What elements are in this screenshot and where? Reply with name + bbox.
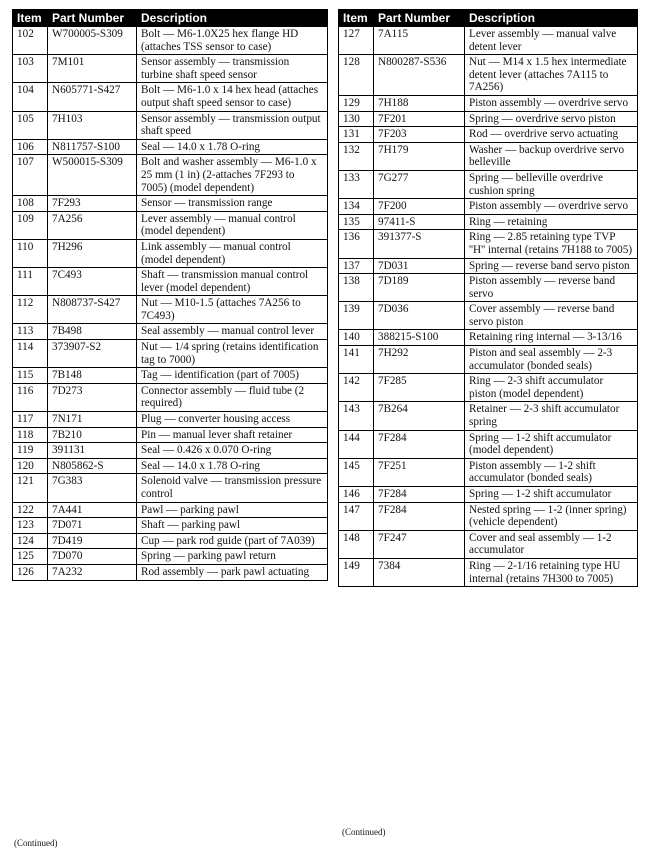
table-row (13, 83, 328, 111)
cell-part-number: 97411-S (374, 214, 465, 230)
cell-description: Nut — M10-1.5 (attaches 7A256 to 7C493) (137, 296, 328, 324)
cell-description: Spring — 1-2 shift accumulator (model dependent) (465, 430, 638, 458)
cell-item: 113 (13, 324, 48, 340)
cell-part-number: 388215-S100 (374, 330, 465, 346)
cell-part-number: 7F284 (374, 430, 465, 458)
cell-description: Nut — 1/4 spring (retains identification tag to 7000) (137, 340, 328, 368)
cell-description: Seal — 14.0 x 1.78 O-ring (137, 458, 328, 474)
cell-description: Bolt — M6-1.0 x 14 hex head (attaches output shaft speed sensor to case) (137, 83, 328, 111)
cell-description: Ring — 2.85 retaining type TVP ''H'' internal (retains 7H188 to 7005) (465, 230, 638, 258)
cell-item: 137 (339, 258, 374, 274)
cell-item: 146 (339, 487, 374, 503)
cell-description: Nested spring — 1-2 (inner spring) (vehicle dependent) (465, 502, 638, 530)
cell-item: 142 (339, 374, 374, 402)
cell-part-number: 7G383 (48, 474, 137, 502)
cell-part-number: 7B264 (374, 402, 465, 430)
cell-item: 119 (13, 443, 48, 459)
cell-part-number: 7N171 (48, 412, 137, 428)
header-description: Description (137, 10, 328, 27)
cell-part-number: 7A256 (48, 211, 137, 239)
table-row (339, 430, 638, 458)
table-row (13, 427, 328, 443)
cell-description: Spring — 1-2 shift accumulator (465, 487, 638, 503)
cell-item: 144 (339, 430, 374, 458)
cell-item: 121 (13, 474, 48, 502)
cell-part-number: 7F251 (374, 458, 465, 486)
cell-item: 125 (13, 549, 48, 565)
cell-description: Seal assembly — manual control lever (137, 324, 328, 340)
cell-item: 111 (13, 268, 48, 296)
cell-description: Ring — retaining (465, 214, 638, 230)
cell-description: Sensor assembly — transmission output shaft speed (137, 111, 328, 139)
table-row (13, 55, 328, 83)
table-row (339, 502, 638, 530)
cell-item: 127 (339, 27, 374, 55)
table-row (339, 111, 638, 127)
cell-item: 149 (339, 558, 374, 586)
table-row (339, 230, 638, 258)
table-row (13, 518, 328, 534)
table-row (339, 374, 638, 402)
cell-item: 139 (339, 302, 374, 330)
cell-description: Rod — overdrive servo actuating (465, 127, 638, 143)
continued-note-right: (Continued) (342, 827, 386, 837)
cell-description: Spring — overdrive servo piston (465, 111, 638, 127)
table-row (339, 258, 638, 274)
cell-item: 131 (339, 127, 374, 143)
cell-item: 108 (13, 196, 48, 212)
cell-description: Sensor — transmission range (137, 196, 328, 212)
cell-description: Lever assembly — manual control (model dependent) (137, 211, 328, 239)
cell-item: 135 (339, 214, 374, 230)
cell-part-number: 7H188 (374, 95, 465, 111)
cell-description: Link assembly — manual control (model dependent) (137, 239, 328, 267)
continued-note-left: (Continued) (14, 838, 58, 848)
cell-item: 128 (339, 55, 374, 96)
cell-description: Seal — 0.426 x 0.070 O-ring (137, 443, 328, 459)
cell-part-number: 7F201 (374, 111, 465, 127)
cell-item: 109 (13, 211, 48, 239)
cell-description: Pawl — parking pawl (137, 502, 328, 518)
table-row (13, 324, 328, 340)
header-item: Item (339, 10, 374, 27)
cell-description: Spring — parking pawl return (137, 549, 328, 565)
cell-description: Rod assembly — park pawl actuating (137, 564, 328, 580)
cell-description: Sensor assembly — transmission turbine shaft speed sensor (137, 55, 328, 83)
parts-table-right-body (339, 27, 638, 587)
table-row (13, 458, 328, 474)
cell-part-number: 7C493 (48, 268, 137, 296)
cell-part-number: N811757-S100 (48, 139, 137, 155)
cell-part-number: 7F200 (374, 199, 465, 215)
cell-item: 117 (13, 412, 48, 428)
table-row (339, 199, 638, 215)
table-row (13, 474, 328, 502)
cell-part-number: 7F284 (374, 487, 465, 503)
cell-description: Ring — 2-1/16 retaining type HU internal (retains 7H300 to 7005) (465, 558, 638, 586)
cell-item: 115 (13, 368, 48, 384)
cell-description: Piston assembly — 1-2 shift accumulator (bonded seals) (465, 458, 638, 486)
cell-item: 122 (13, 502, 48, 518)
table-row (339, 95, 638, 111)
header-part-number: Part Number (374, 10, 465, 27)
cell-item: 104 (13, 83, 48, 111)
table-row (13, 340, 328, 368)
table-row (13, 27, 328, 55)
cell-description: Ring — 2-3 shift accumulator piston (model dependent) (465, 374, 638, 402)
cell-item: 138 (339, 274, 374, 302)
cell-part-number: 7H296 (48, 239, 137, 267)
cell-description: Spring — reverse band servo piston (465, 258, 638, 274)
cell-description: Piston and seal assembly — 2-3 accumulator (bonded seals) (465, 346, 638, 374)
cell-part-number: 7D031 (374, 258, 465, 274)
parts-table-left-body (13, 27, 328, 581)
cell-part-number: 7D189 (374, 274, 465, 302)
cell-part-number: N805862-S (48, 458, 137, 474)
cell-item: 106 (13, 139, 48, 155)
cell-item: 107 (13, 155, 48, 196)
cell-description: Solenoid valve — transmission pressure control (137, 474, 328, 502)
cell-description: Nut — M14 x 1.5 hex intermediate detent lever (attaches 7A115 to 7A256) (465, 55, 638, 96)
table-row (13, 111, 328, 139)
cell-part-number: 7D273 (48, 383, 137, 411)
cell-part-number: 373907-S2 (48, 340, 137, 368)
table-row (13, 443, 328, 459)
table-row (13, 533, 328, 549)
table-row (13, 383, 328, 411)
cell-part-number: 7A441 (48, 502, 137, 518)
table-row (339, 127, 638, 143)
cell-item: 148 (339, 530, 374, 558)
cell-item: 145 (339, 458, 374, 486)
cell-item: 126 (13, 564, 48, 580)
cell-part-number: W700005-S309 (48, 27, 137, 55)
cell-description: Plug — converter housing access (137, 412, 328, 428)
cell-item: 118 (13, 427, 48, 443)
table-row (339, 170, 638, 198)
table-row (13, 502, 328, 518)
table-row (339, 214, 638, 230)
cell-part-number: 391131 (48, 443, 137, 459)
cell-part-number: 7G277 (374, 170, 465, 198)
table-row (13, 296, 328, 324)
cell-item: 132 (339, 142, 374, 170)
cell-part-number: 7B210 (48, 427, 137, 443)
table-row (339, 530, 638, 558)
table-row (13, 549, 328, 565)
cell-item: 124 (13, 533, 48, 549)
cell-description: Cover and seal assembly — 1-2 accumulator (465, 530, 638, 558)
cell-part-number: 7A115 (374, 27, 465, 55)
cell-part-number: 7F285 (374, 374, 465, 402)
table-row (13, 196, 328, 212)
header-description: Description (465, 10, 638, 27)
cell-part-number: 7H292 (374, 346, 465, 374)
cell-description: Shaft — transmission manual control lever (model dependent) (137, 268, 328, 296)
cell-part-number: 7D071 (48, 518, 137, 534)
cell-part-number: 7D036 (374, 302, 465, 330)
cell-item: 136 (339, 230, 374, 258)
cell-item: 133 (339, 170, 374, 198)
cell-item: 105 (13, 111, 48, 139)
cell-description: Spring — belleville overdrive cushion spring (465, 170, 638, 198)
table-row (13, 268, 328, 296)
cell-description: Bolt and washer assembly — M6-1.0 x 25 mm (1 in) (2-attaches 7F293 to 7005) (model dependent) (137, 155, 328, 196)
table-row (339, 558, 638, 586)
table-row (339, 487, 638, 503)
cell-description: Retaining ring internal — 3-13/16 (465, 330, 638, 346)
cell-part-number: W500015-S309 (48, 155, 137, 196)
table-row (13, 564, 328, 580)
cell-item: 134 (339, 199, 374, 215)
cell-description: Bolt — M6-1.0X25 hex flange HD (attaches TSS sensor to case) (137, 27, 328, 55)
header-item: Item (13, 10, 48, 27)
cell-item: 114 (13, 340, 48, 368)
cell-part-number: 7B148 (48, 368, 137, 384)
cell-item: 120 (13, 458, 48, 474)
cell-part-number: N808737-S427 (48, 296, 137, 324)
cell-part-number: 7M101 (48, 55, 137, 83)
cell-part-number: 7H179 (374, 142, 465, 170)
parts-table-left-container (12, 9, 328, 581)
cell-part-number: 7D070 (48, 549, 137, 565)
cell-part-number: 7384 (374, 558, 465, 586)
parts-table-right (338, 9, 638, 587)
cell-description: Retainer — 2-3 shift accumulator spring (465, 402, 638, 430)
cell-item: 130 (339, 111, 374, 127)
table-row (339, 346, 638, 374)
table-row (13, 239, 328, 267)
table-row (13, 211, 328, 239)
cell-part-number: 7H103 (48, 111, 137, 139)
parts-table-left (12, 9, 328, 581)
cell-description: Cover assembly — reverse band servo piston (465, 302, 638, 330)
cell-item: 147 (339, 502, 374, 530)
cell-part-number: N605771-S427 (48, 83, 137, 111)
table-row (339, 402, 638, 430)
cell-part-number: N800287-S536 (374, 55, 465, 96)
cell-description: Washer — backup overdrive servo belleville (465, 142, 638, 170)
header-part-number: Part Number (48, 10, 137, 27)
cell-item: 129 (339, 95, 374, 111)
table-header-row (13, 10, 328, 27)
cell-part-number: 7F293 (48, 196, 137, 212)
table-row (339, 55, 638, 96)
table-header-row (339, 10, 638, 27)
cell-item: 112 (13, 296, 48, 324)
cell-description: Tag — identification (part of 7005) (137, 368, 328, 384)
cell-description: Lever assembly — manual valve detent lever (465, 27, 638, 55)
table-row (13, 368, 328, 384)
cell-part-number: 7F284 (374, 502, 465, 530)
cell-item: 140 (339, 330, 374, 346)
cell-description: Pin — manual lever shaft retainer (137, 427, 328, 443)
cell-part-number: 7F247 (374, 530, 465, 558)
table-row (339, 458, 638, 486)
table-row (13, 139, 328, 155)
table-row (339, 274, 638, 302)
cell-description: Piston assembly — overdrive servo (465, 199, 638, 215)
cell-item: 102 (13, 27, 48, 55)
table-row (339, 142, 638, 170)
cell-item: 110 (13, 239, 48, 267)
cell-item: 123 (13, 518, 48, 534)
cell-part-number: 7B498 (48, 324, 137, 340)
cell-item: 116 (13, 383, 48, 411)
cell-description: Piston assembly — overdrive servo (465, 95, 638, 111)
table-row (339, 27, 638, 55)
cell-part-number: 7A232 (48, 564, 137, 580)
cell-item: 103 (13, 55, 48, 83)
table-row (339, 330, 638, 346)
cell-part-number: 7D419 (48, 533, 137, 549)
cell-description: Cup — park rod guide (part of 7A039) (137, 533, 328, 549)
table-row (13, 155, 328, 196)
cell-part-number: 391377-S (374, 230, 465, 258)
cell-description: Seal — 14.0 x 1.78 O-ring (137, 139, 328, 155)
cell-description: Piston assembly — reverse band servo (465, 274, 638, 302)
cell-description: Shaft — parking pawl (137, 518, 328, 534)
table-row (13, 412, 328, 428)
cell-part-number: 7F203 (374, 127, 465, 143)
cell-item: 141 (339, 346, 374, 374)
parts-table-right-container (338, 9, 638, 587)
table-row (339, 302, 638, 330)
cell-description: Connector assembly — fluid tube (2 required) (137, 383, 328, 411)
cell-item: 143 (339, 402, 374, 430)
